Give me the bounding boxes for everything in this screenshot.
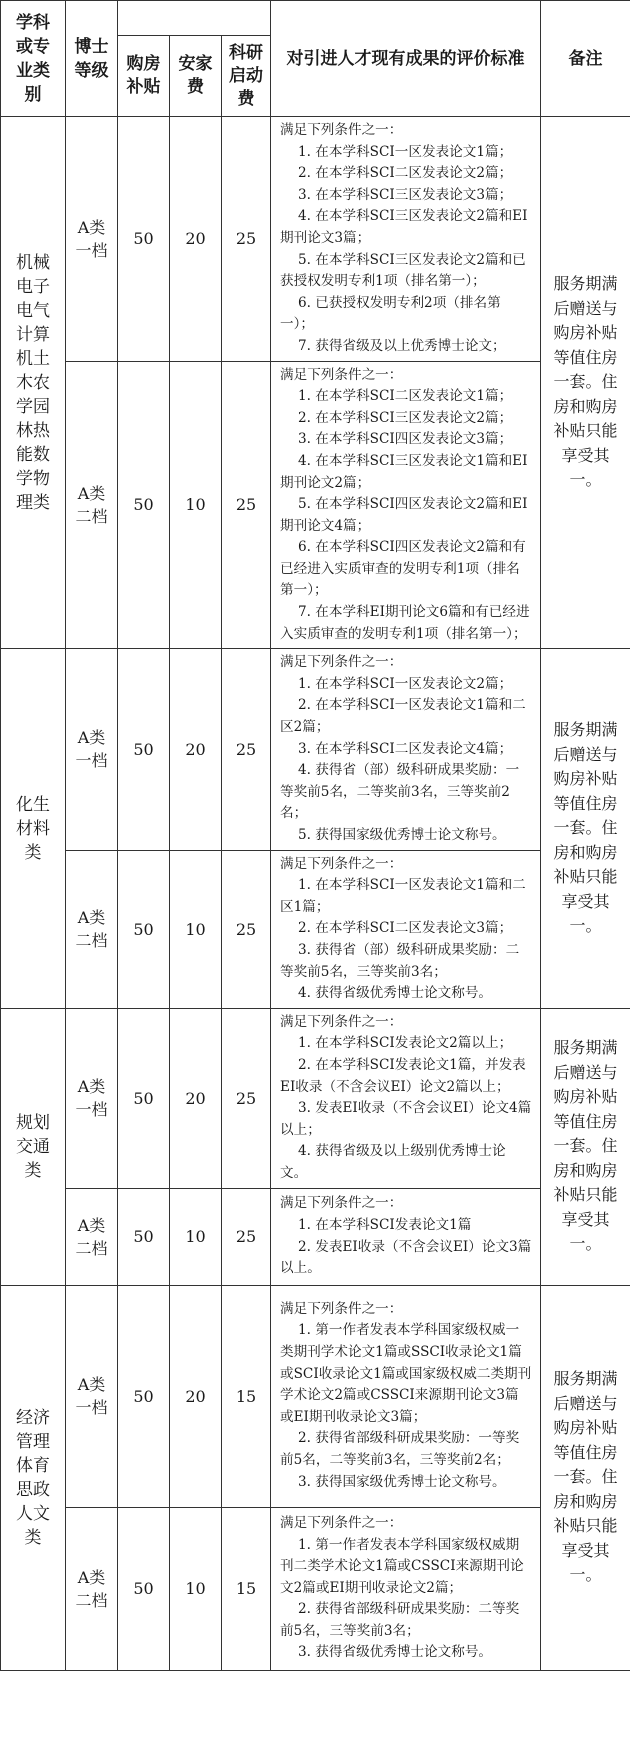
criteria-item: 3. 在本学科SCI二区发表论文4篇；: [298, 740, 513, 757]
criteria-intro: 满足下列条件之一：: [280, 1195, 403, 1212]
level-label: A类一档: [75, 1077, 108, 1120]
criteria-item: 4. 获得省（部）级科研成果奖励：一等奖前5名，二等奖前3名，三等奖前2名；: [280, 762, 520, 822]
criteria-intro: 满足下列条件之一：: [280, 122, 403, 138]
level-label: A类二档: [75, 1567, 108, 1610]
category-label: 化生材料类: [16, 794, 50, 863]
housing-value: 50: [118, 1188, 170, 1285]
level-cell: [66, 361, 118, 649]
header-criteria: 对引进人才现有成果的评价标准: [271, 1, 541, 117]
settle-value: 10: [170, 1507, 222, 1670]
level-label: A类一档: [75, 728, 108, 771]
housing-value: 50: [118, 649, 170, 850]
research-value: 25: [222, 1008, 271, 1188]
research-value: 15: [222, 1507, 271, 1670]
table-row: [1, 1507, 630, 1670]
level-cell: [66, 1188, 118, 1285]
research-value: 15: [222, 1285, 271, 1507]
research-value: 25: [222, 850, 271, 1008]
header-notes: 备注: [541, 1, 630, 117]
header-category: 学科或专业类别: [1, 1, 66, 117]
criteria-item: 3. 在本学科SCI四区发表论文3篇；: [298, 431, 513, 448]
category-cell: [1, 1285, 66, 1670]
table-row: [1, 1188, 630, 1285]
criteria-item: 4. 在本学科SCI三区发表论文2篇和EI期刊论文3篇；: [280, 208, 528, 246]
criteria-item: 2. 发表EI收录（不含会议EI）论文3篇以上。: [280, 1238, 532, 1277]
header-housing: 购房补贴: [118, 36, 170, 117]
housing-value: 50: [118, 361, 170, 649]
housing-value: 50: [118, 1507, 170, 1670]
criteria-cell: [271, 850, 541, 1008]
note-text: 服务期满后赠送与购房补贴等值住房一套。住房和购房补贴只能享受其一。: [553, 720, 618, 936]
criteria-cell: [271, 1008, 541, 1188]
criteria-cell: [271, 649, 541, 850]
criteria-intro: 满足下列条件之一：: [280, 1013, 403, 1030]
criteria-item: 1. 第一作者发表本学科国家级权威期刊二类学术论文1篇或CSSCI来源期刊论文2篇或EI期刊收录论文2篇；: [280, 1536, 524, 1596]
criteria-item: 2. 在本学科SCI二区发表论文3篇；: [298, 920, 513, 937]
criteria-cell: [271, 1285, 541, 1507]
category-label: 机械电子电气计算机土木农学园林热能数学物理类: [16, 252, 50, 513]
settle-value: 10: [170, 1188, 222, 1285]
note-cell: [541, 1008, 630, 1285]
criteria-intro: 满足下列条件之一：: [280, 366, 403, 383]
criteria-item: 7. 在本学科EI期刊论文6篇和有已经进入实质审查的发明专利1项（排名第一）；: [280, 604, 530, 642]
category-cell: [1, 649, 66, 1009]
criteria-item: 3. 获得国家级优秀博士论文称号。: [298, 1473, 506, 1490]
criteria-item: 2. 获得省部级科研成果奖励：一等奖前5名，二等奖前3名，三等奖前2名；: [280, 1430, 520, 1468]
settle-value: 20: [170, 649, 222, 850]
table-row: [1, 850, 630, 1008]
level-label: A类二档: [75, 483, 108, 526]
criteria-item: 1. 在本学科SCI一区发表论文2篇；: [298, 675, 513, 692]
criteria-item: 2. 在本学科SCI三区发表论文2篇；: [298, 409, 513, 426]
criteria-item: 1. 在本学科SCI发表论文2篇以上；: [298, 1035, 513, 1052]
criteria-cell: [271, 361, 541, 649]
criteria-intro: 满足下列条件之一：: [280, 1300, 403, 1317]
criteria-item: 7. 获得省级及以上优秀博士论文；: [298, 337, 506, 354]
table-row: [1, 1008, 630, 1188]
note-cell: [541, 649, 630, 1009]
criteria-item: 2. 在本学科SCI一区发表论文1篇和二区2篇；: [280, 697, 526, 736]
criteria-intro: 满足下列条件之一：: [280, 654, 403, 671]
housing-value: 50: [118, 117, 170, 362]
criteria-item: 2. 在本学科SCI发表论文1篇，并发表EI收录（不含会议EI）论文2篇以上；: [280, 1056, 526, 1095]
criteria-item: 1. 在本学科SCI一区发表论文1篇和二区1篇；: [280, 877, 526, 915]
level-cell: [66, 850, 118, 1008]
criteria-item: 1. 在本学科SCI发表论文1篇: [298, 1216, 472, 1233]
criteria-item: 3. 获得省（部）级科研成果奖励：二等奖前5名，三等奖前3名；: [280, 941, 520, 980]
note-text: 服务期满后赠送与购房补贴等值住房一套。住房和购房补贴只能享受其一。: [553, 274, 618, 490]
criteria-item: 1. 在本学科SCI一区发表论文1篇；: [298, 143, 513, 160]
table-row: [1, 649, 630, 850]
criteria-item: 1. 在本学科SCI二区发表论文1篇；: [298, 388, 513, 405]
criteria-item: 4. 获得省级及以上级别优秀博士论文。: [280, 1143, 506, 1181]
criteria-item: 1. 第一作者发表本学科国家级权威一类期刊学术论文1篇或SSCI收录论文1篇或SCI收录论文1篇或国家级权威二类期刊学术论文2篇或CSSCI来源期刊论文3篇或EI期刊收录论文3篇；: [280, 1322, 532, 1425]
research-value: 25: [222, 1188, 271, 1285]
header-research: 科研启动费: [222, 36, 271, 117]
category-label: 经济管理体育思政人文类: [16, 1407, 50, 1548]
settle-value: 10: [170, 850, 222, 1008]
table-row: [1, 361, 630, 649]
criteria-item: 5. 在本学科SCI三区发表论文2篇和已获授权发明专利1项（排名第一）；: [280, 251, 526, 290]
level-label: A类二档: [75, 1215, 108, 1258]
criteria-cell: [271, 1188, 541, 1285]
housing-value: 50: [118, 1285, 170, 1507]
header-settle: 安家费: [170, 36, 222, 117]
criteria-item: 3. 获得省级优秀博士论文称号。: [298, 1644, 493, 1661]
settle-value: 20: [170, 1008, 222, 1188]
criteria-item: 4. 获得省级优秀博士论文称号。: [298, 985, 493, 1002]
settle-value: 10: [170, 361, 222, 649]
settle-value: 20: [170, 117, 222, 362]
level-label: A类一档: [75, 1375, 108, 1417]
criteria-item: 2. 在本学科SCI二区发表论文2篇；: [298, 165, 513, 182]
level-label: A类一档: [75, 217, 108, 260]
category-cell: [1, 117, 66, 649]
research-value: 25: [222, 117, 271, 362]
table-row: [1, 1285, 630, 1507]
header-funding-group: [118, 1, 271, 36]
research-value: 25: [222, 361, 271, 649]
header-level: 博士等级: [66, 1, 118, 117]
table-row: [1, 117, 630, 362]
settle-value: 20: [170, 1285, 222, 1507]
criteria-item: 5. 在本学科SCI四区发表论文2篇和EI期刊论文4篇；: [280, 496, 528, 534]
criteria-item: 5. 获得国家级优秀博士论文称号。: [298, 827, 506, 843]
level-cell: [66, 649, 118, 850]
criteria-item: 3. 在本学科SCI三区发表论文3篇；: [298, 186, 513, 203]
category-cell: [1, 1008, 66, 1285]
criteria-intro: 满足下列条件之一：: [280, 1514, 403, 1531]
criteria-cell: [271, 117, 541, 362]
housing-value: 50: [118, 850, 170, 1008]
note-text: 服务期满后赠送与购房补贴等值住房一套。住房和购房补贴只能享受其一。: [553, 1038, 618, 1254]
level-cell: [66, 1285, 118, 1507]
housing-value: 50: [118, 1008, 170, 1188]
criteria-item: 6. 已获授权发明专利2项（排名第一）；: [280, 294, 501, 333]
note-text: 服务期满后赠送与购房补贴等值住房一套。住房和购房补贴只能享受其一。: [553, 1369, 618, 1585]
note-cell: [541, 1285, 630, 1670]
category-label: 规划交通类: [16, 1112, 50, 1181]
level-cell: [66, 1507, 118, 1670]
criteria-item: 6. 在本学科SCI四区发表论文2篇和有已经进入实质审查的发明专利1项（排名第一）；: [280, 539, 526, 599]
criteria-item: 3. 发表EI收录（不含会议EI）论文4篇以上；: [280, 1100, 532, 1138]
criteria-item: 2. 获得省部级科研成果奖励：二等奖前5名，三等奖前3名；: [280, 1601, 520, 1639]
level-label: A类二档: [75, 908, 108, 951]
note-cell: [541, 117, 630, 649]
research-value: 25: [222, 649, 271, 850]
level-cell: [66, 1008, 118, 1188]
criteria-item: 4. 在本学科SCI三区发表论文1篇和EI期刊论文2篇；: [280, 452, 528, 491]
criteria-intro: 满足下列条件之一：: [280, 855, 403, 872]
criteria-cell: [271, 1507, 541, 1670]
level-cell: [66, 117, 118, 362]
